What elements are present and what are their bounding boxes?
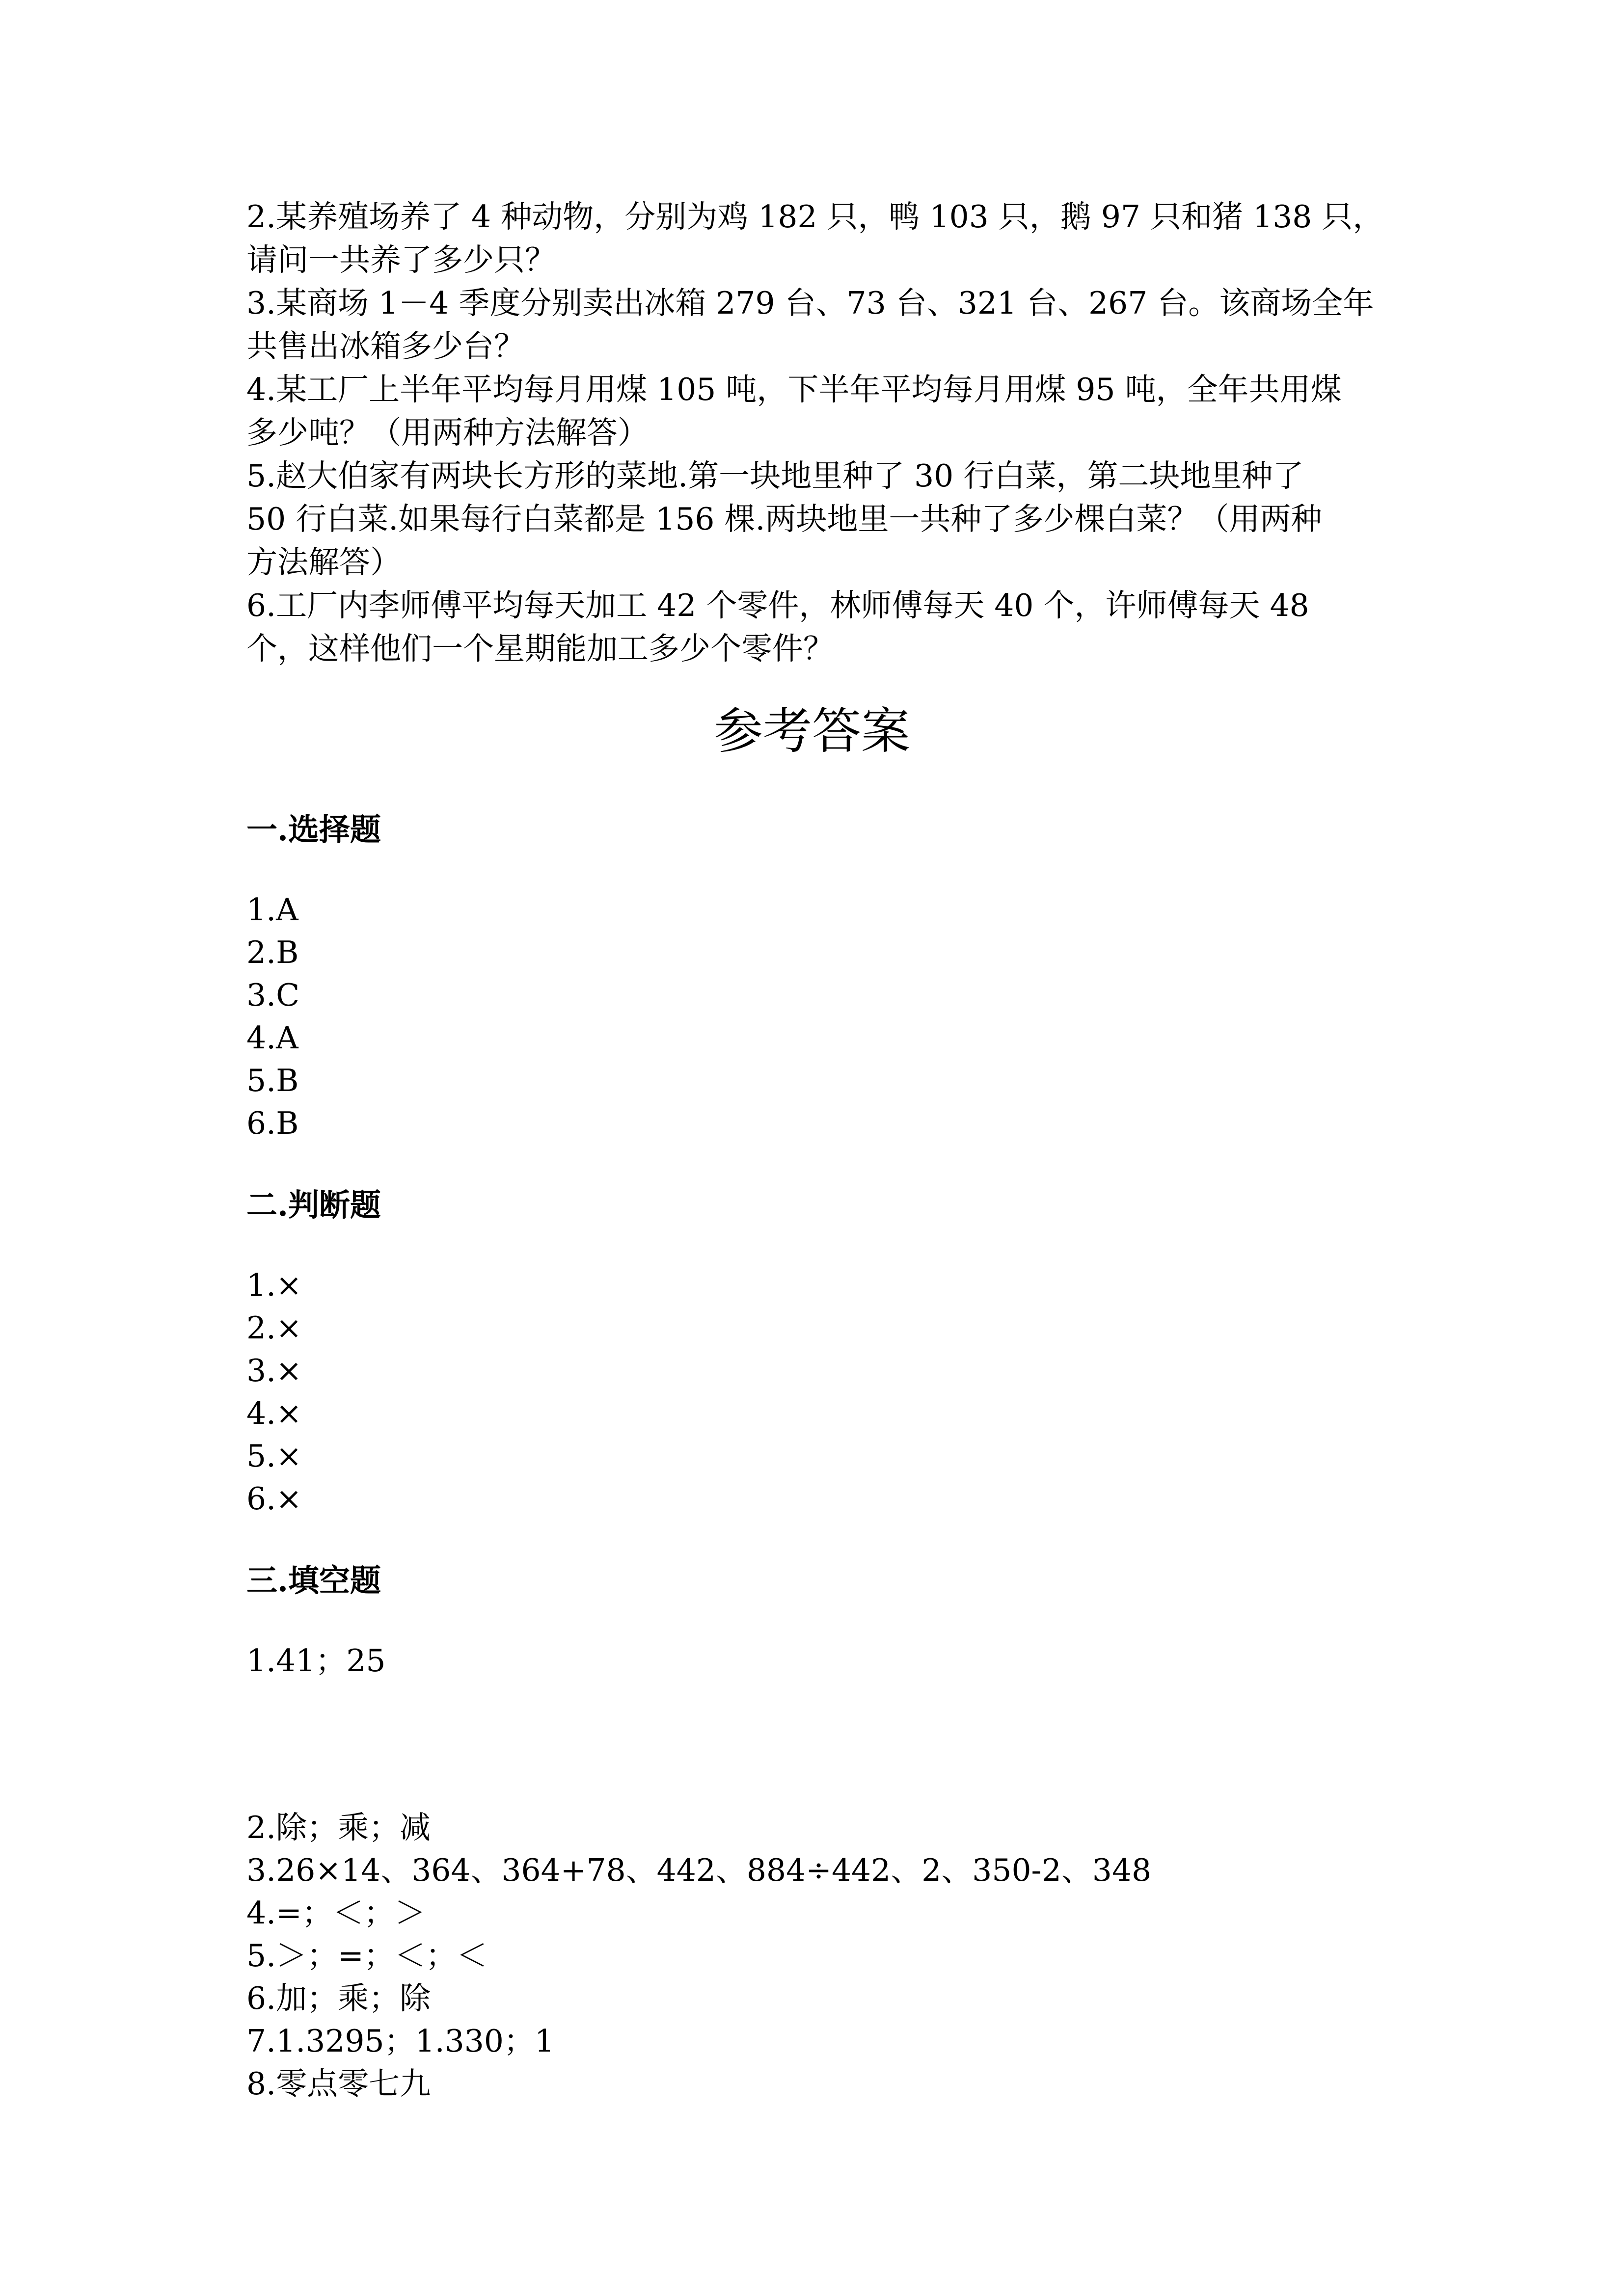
problem-line: 多少吨？（用两种方法解答） xyxy=(246,415,649,451)
answer-item: 1.A xyxy=(246,892,298,928)
problem-line: 方法解答） xyxy=(246,544,401,580)
answer-item: 5.＞；=；＜；＜ xyxy=(246,1938,487,1974)
answer-key-title: 参考答案 xyxy=(714,702,910,760)
answer-item: 3.C xyxy=(246,977,300,1013)
answer-item: 6.加；乘；除 xyxy=(246,1980,431,2016)
problem-line: 请问一共养了多少只？ xyxy=(246,242,556,278)
answer-item: 6.B xyxy=(246,1105,299,1141)
judge-answer-list xyxy=(246,1264,302,1520)
section-heading-fill: 三.填空题 xyxy=(246,1562,381,1599)
problem-line: 4.某工厂上半年平均每月用煤 105 吨，下半年平均每月用煤 95 吨，全年共用煤 xyxy=(246,372,1342,407)
answer-item: 4.=；＜；＞ xyxy=(246,1895,426,1931)
answer-item: 2.× xyxy=(246,1310,302,1346)
choice-answer-list xyxy=(246,888,299,1145)
fill-first-answer xyxy=(246,1639,385,1682)
problem-line: 3.某商场 1－4 季度分别卖出冰箱 279 台、73 台、321 台、267 台。该商场全年 xyxy=(246,285,1374,321)
answer-item: 2.B xyxy=(246,934,299,970)
section-heading-judge: 二.判断题 xyxy=(246,1187,381,1223)
answer-item: 3.26×14、364、364+78、442、884÷442、2、350-2、348 xyxy=(246,1852,1152,1888)
problem-line: 5.赵大伯家有两块长方形的菜地.第一块地里种了 30 行白菜，第二块地里种了 xyxy=(246,458,1304,494)
answer-item: 4.× xyxy=(246,1395,302,1431)
answer-item: 4.A xyxy=(246,1020,298,1056)
problem-line: 个，这样他们一个星期能加工多少个零件？ xyxy=(246,631,834,667)
answer-item: 5.B xyxy=(246,1063,299,1098)
answer-item: 6.× xyxy=(246,1481,302,1517)
problem-line: 6.工厂内李师傅平均每天加工 42 个零件，林师傅每天 40 个，许师傅每天 48 xyxy=(246,587,1309,623)
problem-line: 共售出冰箱多少台？ xyxy=(246,328,525,364)
answer-item: 3.× xyxy=(246,1353,302,1388)
answer-item: 2.除；乘；减 xyxy=(246,1810,431,1845)
problem-line: 2.某养殖场养了 4 种动物，分别为鸡 182 只，鸭 103 只，鹅 97 只和猪 138 只， xyxy=(246,199,1384,235)
problem-list xyxy=(246,195,1390,670)
answer-item: 8.零点零七九 xyxy=(246,2066,431,2102)
section-heading-choice: 一.选择题 xyxy=(246,811,381,848)
fill-answer-list xyxy=(246,1806,1151,2105)
answer-item: 7.1.3295；1.330；1 xyxy=(246,2023,554,2059)
problem-line: 50 行白菜.如果每行白菜都是 156 棵.两块地里一共种了多少棵白菜？（用两种 xyxy=(246,501,1322,537)
answer-item: 5.× xyxy=(246,1438,302,1474)
answer-item: 1.41；25 xyxy=(246,1643,386,1679)
answer-item: 1.× xyxy=(246,1267,302,1303)
